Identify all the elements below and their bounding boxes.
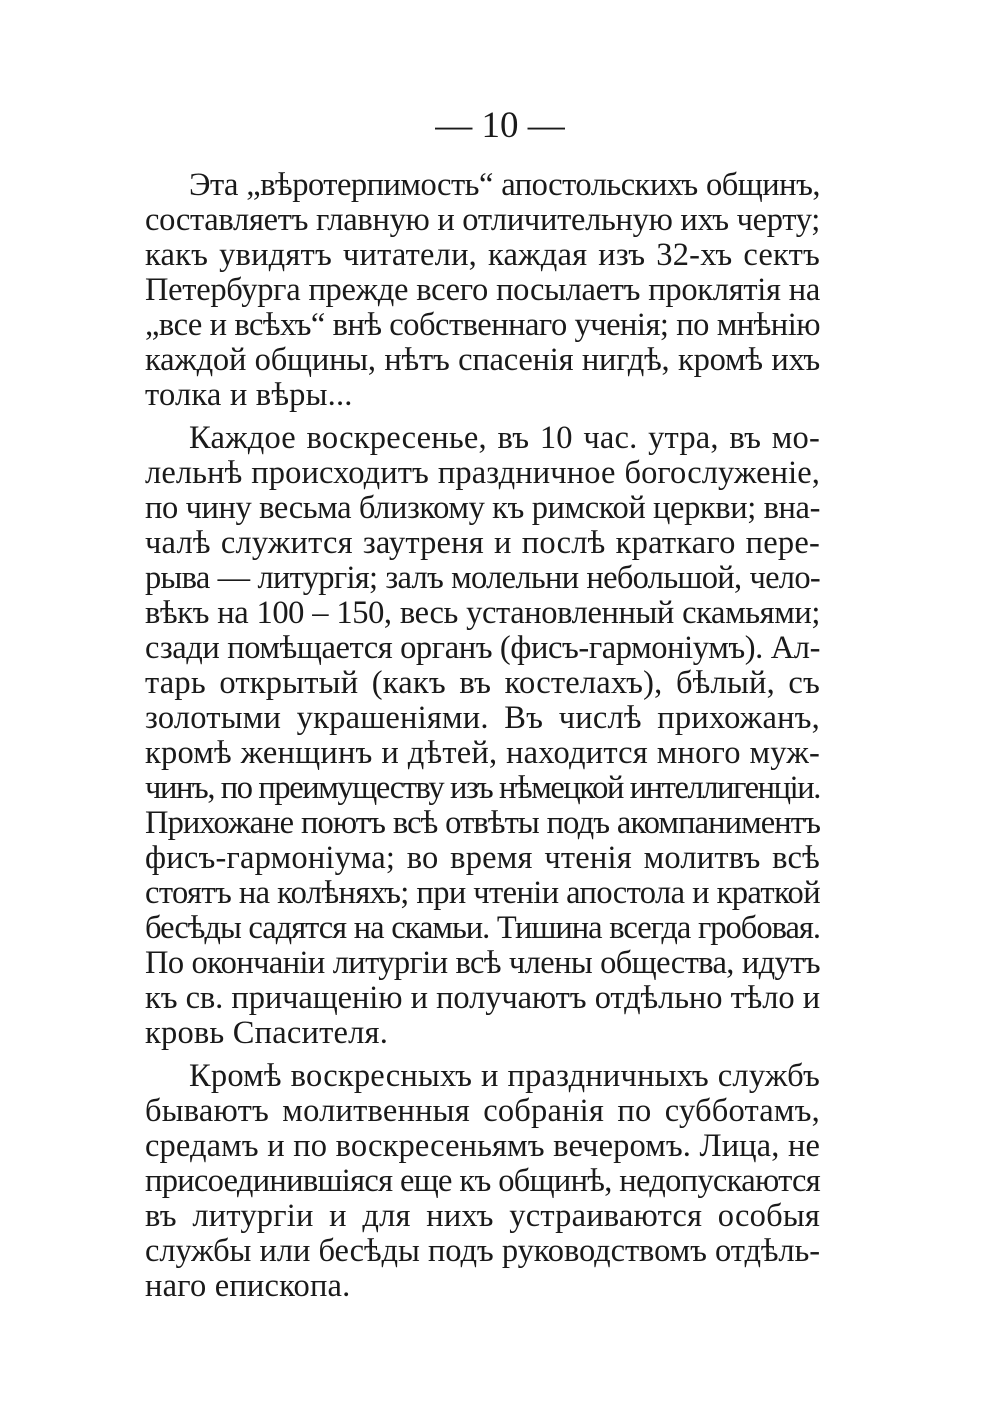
text-line: бесѣды садятся на скамьи. Тишина всегда гробовая. — [145, 910, 820, 946]
text-line: въ литургіи и для нихъ устраиваются особыя — [145, 1198, 820, 1234]
paragraph-3 — [145, 1059, 820, 1304]
text-line: сзади помѣщается органъ (фисъ-гармоніумъ). Ал- — [145, 630, 820, 666]
text-line: къ св. причащенію и получаютъ отдѣльно тѣло и — [145, 980, 820, 1016]
paragraph-1 — [145, 168, 820, 413]
paragraph-2 — [145, 421, 820, 1051]
page-number: — 10 — — [435, 105, 565, 146]
text-line: толка и вѣры... — [145, 377, 353, 413]
text-line: рыва — литургія; залъ молельни небольшой, чело- — [145, 560, 820, 596]
text-line: Прихожане поютъ всѣ отвѣты подъ акомпаниментъ — [145, 805, 820, 841]
text-line: наго епископа. — [145, 1268, 351, 1304]
text-line: по чину весьма близкому къ римской церкви; вна- — [145, 490, 820, 526]
text-line: бываютъ молитвенныя собранія по субботамъ, — [145, 1093, 820, 1129]
text-line: Эта „вѣротерпимость“ апостольскихъ общинъ, — [189, 167, 820, 203]
text-line: чинъ, по преимуществу изъ нѣмецкой интеллигенціи. — [145, 770, 820, 806]
text-line: составляетъ главную и отличительную ихъ черту; — [145, 202, 820, 238]
text-line: присоединившіяся еще къ общинѣ, недопускаются — [145, 1163, 820, 1199]
text-line: фисъ-гармоніума; во время чтенія молитвъ всѣ — [145, 840, 820, 876]
body-text — [145, 168, 820, 1312]
text-line: лельнѣ происходитъ праздничное богослуженіе, — [145, 455, 820, 491]
text-line: средамъ и по воскресеньямъ вечеромъ. Лица, не — [145, 1128, 820, 1164]
text-line: службы или бесѣды подъ руководствомъ отдѣль- — [145, 1233, 820, 1269]
text-line: кромѣ женщинъ и дѣтей, находится много муж- — [145, 735, 820, 771]
text-line: золотыми украшеніями. Въ числѣ прихожанъ, — [145, 700, 820, 736]
text-line: Каждое воскресенье, въ 10 час. утра, въ мо- — [189, 420, 820, 456]
text-line: тарь открытый (какъ въ костелахъ), бѣлый, съ — [145, 665, 820, 701]
text-line: Петербурга прежде всего посылаетъ проклятія на — [145, 272, 820, 308]
text-line: каждой общины, нѣтъ спасенія нигдѣ, кромѣ ихъ — [145, 342, 820, 378]
text-line: По окончаніи литургіи всѣ члены общества, идутъ — [145, 945, 820, 981]
text-line: стоятъ на колѣняхъ; при чтеніи апостола и краткой — [145, 875, 820, 911]
text-line: „все и всѣхъ“ внѣ собственнаго ученія; по мнѣнію — [145, 307, 820, 343]
text-line: вѣкъ на 100 – 150, весь установленный скамьями; — [145, 595, 820, 631]
text-line: Кромѣ воскресныхъ и праздничныхъ службъ — [189, 1058, 820, 1094]
text-line: чалѣ служится заутреня и послѣ краткаго пере- — [145, 525, 820, 561]
text-line: какъ увидятъ читатели, каждая изъ 32-хъ сектъ — [145, 237, 820, 273]
text-line: кровь Спасителя. — [145, 1015, 389, 1051]
